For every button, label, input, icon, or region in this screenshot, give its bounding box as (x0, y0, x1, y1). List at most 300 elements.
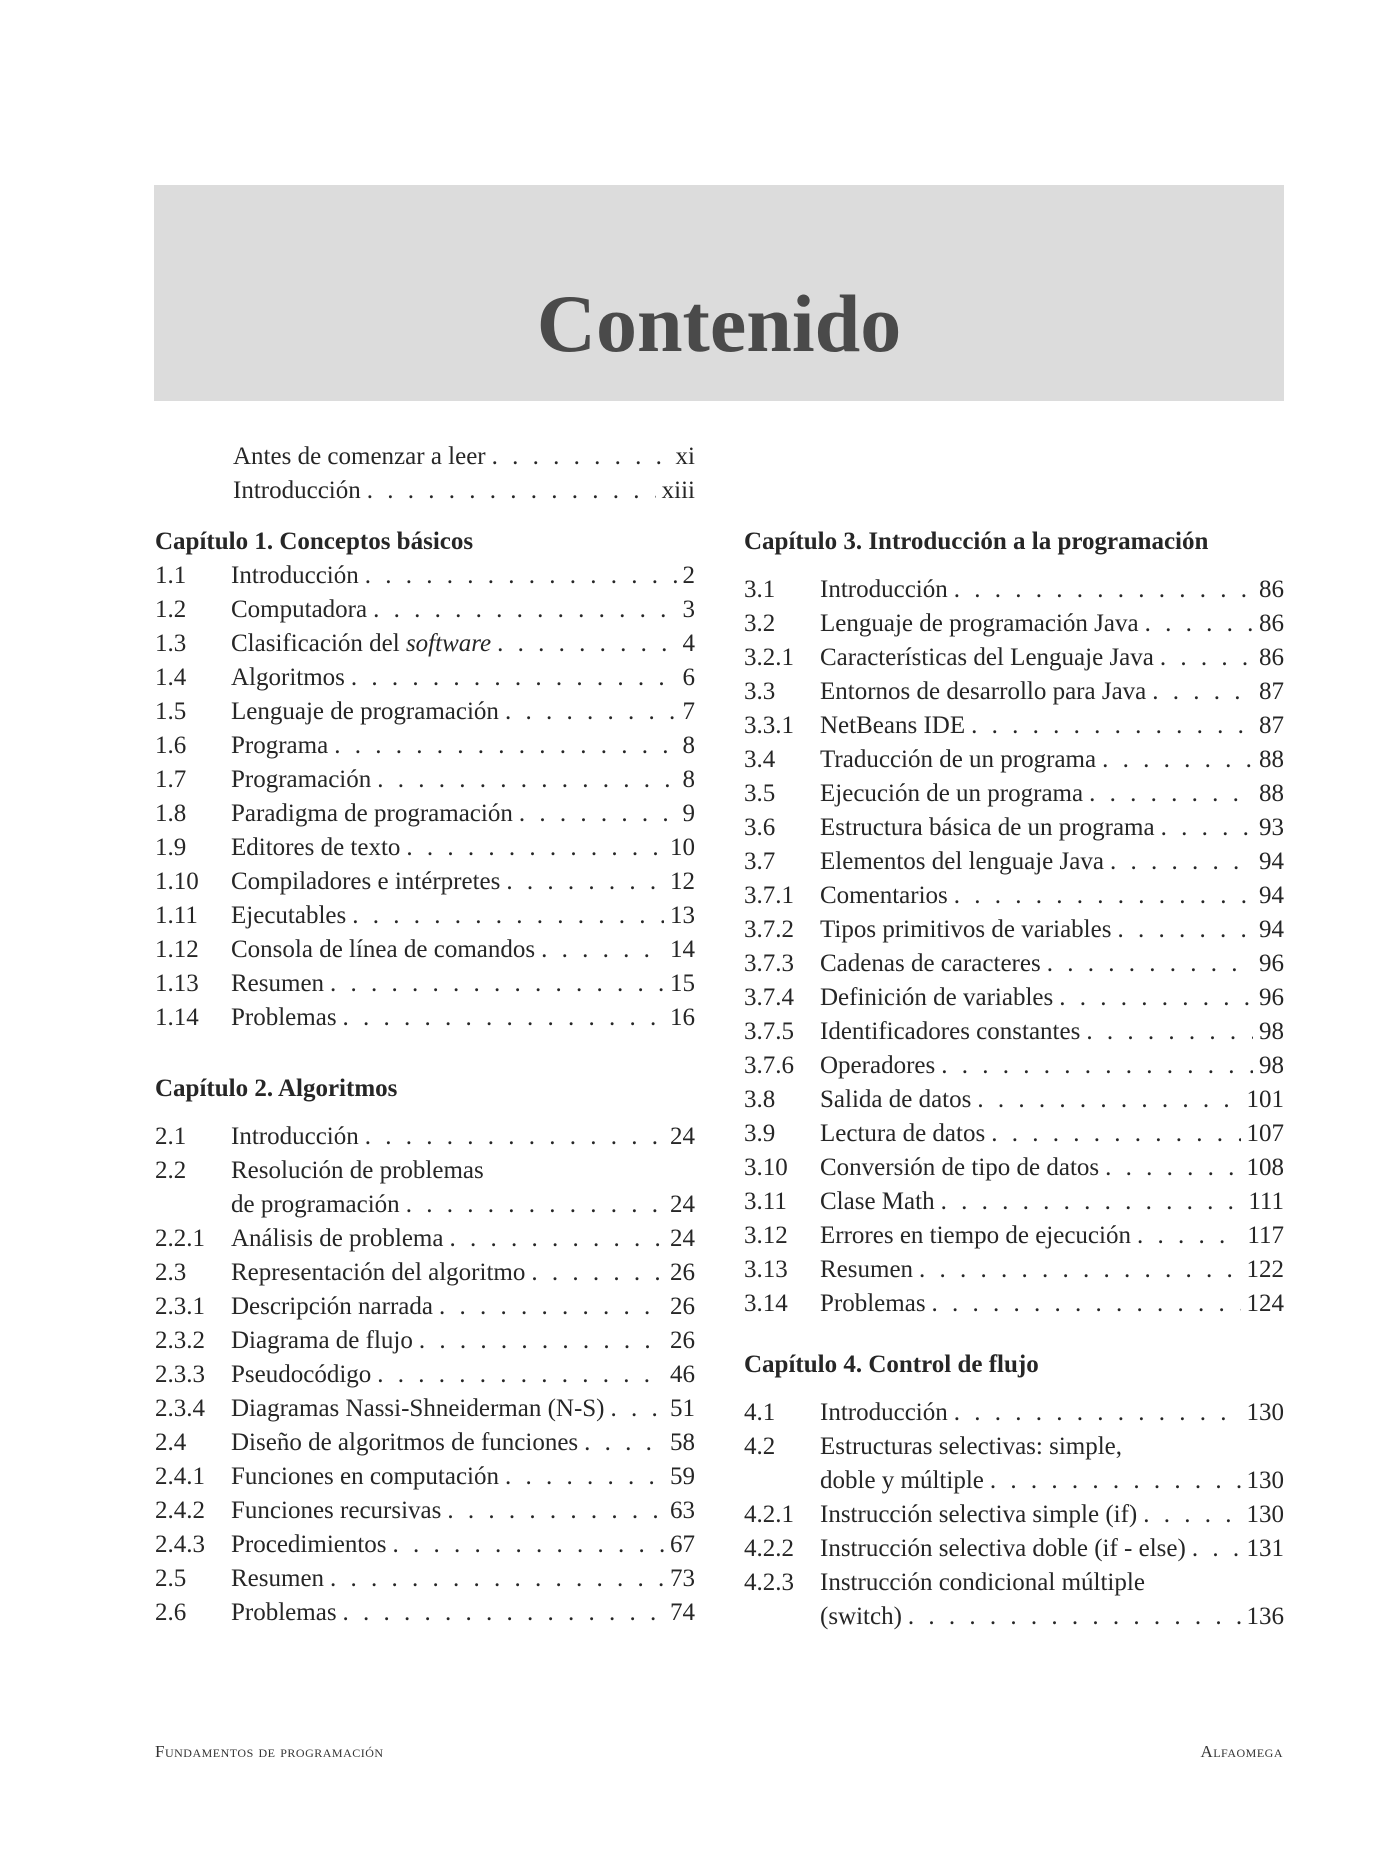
toc-entry-page: 26 (670, 1259, 695, 1286)
toc-entry-title: Problemas (231, 1004, 337, 1031)
toc-entry-page: 88 (1259, 746, 1284, 773)
toc-entry-title: Estructuras selectivas: simple, (820, 1433, 1123, 1460)
toc-entry-title: Introducción (233, 477, 361, 504)
toc-entry-page: 124 (1246, 1290, 1284, 1317)
toc-entry[interactable] (155, 1256, 695, 1290)
toc-entry-number: 2.3.4 (155, 1395, 205, 1422)
toc-entry-number: 3.4 (744, 746, 776, 773)
toc-entry-title: Clase Math (820, 1188, 935, 1215)
leader-dots (531, 1256, 664, 1290)
toc-entry-title: Lenguaje de programación Java (820, 610, 1139, 637)
toc-entry[interactable] (744, 913, 1284, 947)
toc-entry-page: 10 (670, 834, 695, 861)
footer-book-title: Fundamentos de programación (155, 1742, 384, 1761)
leader-dots (990, 1464, 1241, 1498)
toc-entry-number: 3.13 (744, 1256, 788, 1283)
toc-entry[interactable] (155, 1494, 695, 1528)
toc-entry-title: Introducción (231, 562, 359, 589)
toc-entry[interactable] (744, 811, 1284, 845)
toc-entry[interactable] (744, 641, 1284, 675)
toc-entry-page: 88 (1259, 780, 1284, 807)
toc-entry-title: Representación del algoritmo (231, 1259, 526, 1286)
toc-entry[interactable] (155, 865, 695, 899)
leader-dots (941, 1049, 1253, 1083)
chapter-entries (744, 573, 1284, 1321)
toc-entry[interactable] (155, 797, 695, 831)
toc-entry-page: 86 (1259, 644, 1284, 671)
leader-dots (954, 573, 1253, 607)
toc-entry-title: Elementos del lenguaje Java (820, 848, 1104, 875)
toc-entry-page: 24 (670, 1225, 695, 1252)
toc-entry-number: 1.12 (155, 936, 199, 963)
toc-entry-title: Introducción (820, 1399, 948, 1426)
toc-entry[interactable] (155, 899, 695, 933)
toc-entry-page: 24 (670, 1123, 695, 1150)
leader-dots (497, 627, 676, 661)
toc-entry-title: Operadores (820, 1052, 936, 1079)
toc-entry-number: 1.1 (155, 562, 187, 589)
leader-dots (352, 899, 664, 933)
toc-entry[interactable] (744, 1151, 1284, 1185)
toc-entry-page: 8 (682, 766, 695, 793)
toc-entry-page: 96 (1259, 984, 1284, 1011)
toc-entry-title: Instrucción selectiva simple (if) (820, 1501, 1138, 1528)
leader-dots (343, 1596, 664, 1630)
toc-entry-title: Descripción narrada (231, 1293, 433, 1320)
toc-entry[interactable] (155, 661, 695, 695)
toc-entry-number: 1.9 (155, 834, 187, 861)
leader-dots (1086, 1015, 1253, 1049)
chapter-entries (155, 559, 695, 1035)
toc-entry[interactable] (744, 1600, 1284, 1634)
leader-dots (377, 763, 676, 797)
toc-entry-number: 2.4 (155, 1429, 187, 1456)
toc-entry[interactable] (155, 1392, 695, 1426)
toc-entry-number: 2.2.1 (155, 1225, 205, 1252)
toc-entry-number: 1.11 (155, 902, 198, 929)
toc-entry[interactable] (744, 947, 1284, 981)
toc-entry-title: Estructura básica de un programa (820, 814, 1155, 841)
toc-entry-title: Procedimientos (231, 1531, 387, 1558)
toc-entry-page: 6 (682, 664, 695, 691)
toc-entry-page: 2 (682, 562, 695, 589)
toc-entry[interactable] (155, 1460, 695, 1494)
toc-entry-page: 122 (1246, 1256, 1284, 1283)
toc-entry-page: 8 (682, 732, 695, 759)
leader-dots (330, 1562, 664, 1596)
toc-entry-title: Programa (231, 732, 329, 759)
toc-entry-title: Programación (231, 766, 372, 793)
toc-entry-number: 3.7.2 (744, 916, 794, 943)
toc-entry-title: Antes de comenzar a leer (233, 443, 486, 470)
leader-dots (954, 879, 1253, 913)
toc-entry-page: 4 (682, 630, 695, 657)
toc-entry-front-1[interactable] (233, 474, 695, 508)
leader-dots (1152, 675, 1253, 709)
toc-entry-number: 4.2.2 (744, 1535, 794, 1562)
toc-entry-title: doble y múltiple (820, 1467, 984, 1494)
toc-entry-title: Editores de texto (231, 834, 401, 861)
toc-entry-page: 98 (1259, 1052, 1284, 1079)
toc-entry-title: Funciones en computación (231, 1463, 499, 1490)
toc-entry-number: 3.1 (744, 576, 776, 603)
toc-entry-title: Diseño de algoritmos de funciones (231, 1429, 579, 1456)
toc-entry-number: 4.2.3 (744, 1569, 794, 1596)
leader-dots (541, 933, 664, 967)
toc-entry[interactable] (744, 1117, 1284, 1151)
leader-dots (334, 729, 676, 763)
toc-entry-title: Algoritmos (231, 664, 345, 691)
toc-entry-page: xi (675, 443, 695, 470)
leader-dots (1145, 607, 1253, 641)
toc-entry-page: 130 (1246, 1399, 1284, 1426)
toc-entry-title: Clasificación del software (231, 630, 492, 657)
toc-entry[interactable] (744, 1219, 1284, 1253)
toc-entry[interactable] (744, 879, 1284, 913)
leader-dots (1059, 981, 1253, 1015)
toc-entry[interactable] (155, 1154, 695, 1188)
toc-entry-page: 46 (670, 1361, 695, 1388)
toc-entry[interactable] (155, 695, 695, 729)
toc-entry-title: Consola de línea de comandos (231, 936, 536, 963)
toc-entry[interactable] (155, 933, 695, 967)
toc-entry[interactable] (155, 1222, 695, 1256)
toc-entry-number: 2.4.2 (155, 1497, 205, 1524)
toc-entry-title: Errores en tiempo de ejecución (820, 1222, 1131, 1249)
leader-dots (343, 1001, 664, 1035)
toc-entry-number: 3.2.1 (744, 644, 794, 671)
chapter-2-section (155, 1072, 695, 1630)
toc-entry[interactable] (744, 607, 1284, 641)
toc-entry[interactable] (744, 1049, 1284, 1083)
toc-entry-page: 73 (670, 1565, 695, 1592)
toc-entry-page: 13 (670, 902, 695, 929)
leader-dots (954, 1396, 1241, 1430)
toc-entry[interactable] (744, 777, 1284, 811)
toc-entry-title: Compiladores e intérpretes (231, 868, 501, 895)
toc-entry-number: 2.2 (155, 1157, 187, 1184)
toc-entry-number: 2.3.2 (155, 1327, 205, 1354)
toc-entry-title: Computadora (231, 596, 368, 623)
toc-entry-page: 7 (682, 698, 695, 725)
toc-entry-page: 94 (1259, 916, 1284, 943)
leader-dots (1047, 947, 1253, 981)
leader-dots (1105, 1151, 1240, 1185)
leader-dots (919, 1253, 1240, 1287)
toc-entry-number: 1.8 (155, 800, 187, 827)
toc-entry-title: Resolución de problemas (231, 1157, 484, 1184)
toc-entry-number: 3.6 (744, 814, 776, 841)
leader-dots (406, 1188, 664, 1222)
toc-entry[interactable] (155, 1358, 695, 1392)
toc-entry-page: 26 (670, 1293, 695, 1320)
leader-dots (419, 1324, 664, 1358)
toc-entry[interactable] (155, 1188, 695, 1222)
toc-entry-number: 2.4.3 (155, 1531, 205, 1558)
leader-dots (1192, 1532, 1241, 1566)
toc-entry-title: Pseudocódigo (231, 1361, 372, 1388)
toc-entry-title: Introducción (231, 1123, 359, 1150)
toc-entry-page: 98 (1259, 1018, 1284, 1045)
toc-entry-page: 86 (1259, 576, 1284, 603)
toc-entry-number: 3.7.1 (744, 882, 794, 909)
leader-dots (505, 695, 677, 729)
toc-entry-title: NetBeans IDE (820, 712, 966, 739)
toc-entry-number: 2.3.3 (155, 1361, 205, 1388)
toc-entry[interactable] (155, 1120, 695, 1154)
toc-entry-number: 3.3.1 (744, 712, 794, 739)
toc-entry-page: 74 (670, 1599, 695, 1626)
toc-entry-number: 3.11 (744, 1188, 787, 1215)
toc-entry-title: Salida de datos (820, 1086, 972, 1113)
toc-entry-number: 1.7 (155, 766, 187, 793)
toc-entry-title: Paradigma de programación (231, 800, 513, 827)
title-banner (154, 185, 1284, 401)
chapter-heading[interactable]: Capítulo 1. Conceptos básicos (155, 528, 474, 555)
toc-entry-number: 3.12 (744, 1222, 788, 1249)
toc-entry-number: 1.5 (155, 698, 187, 725)
toc-entry[interactable] (155, 1528, 695, 1562)
leader-dots (1089, 777, 1253, 811)
leader-dots (519, 797, 677, 831)
toc-entry-title: Funciones recursivas (231, 1497, 442, 1524)
leader-dots (932, 1287, 1241, 1321)
toc-entry-page: 131 (1246, 1535, 1284, 1562)
toc-entry[interactable] (744, 1185, 1284, 1219)
leader-dots (439, 1290, 664, 1324)
toc-entry-page: 101 (1246, 1086, 1284, 1113)
toc-entry-title: Cadenas de caracteres (820, 950, 1041, 977)
toc-entry-number: 3.7 (744, 848, 776, 875)
toc-entry-title: Ejecutables (231, 902, 347, 929)
leader-dots (365, 1120, 664, 1154)
toc-entry-page: 94 (1259, 848, 1284, 875)
leader-dots (406, 831, 664, 865)
toc-entry-page: 87 (1259, 712, 1284, 739)
toc-entry-page: 117 (1247, 1222, 1284, 1249)
toc-entry[interactable] (155, 1001, 695, 1035)
toc-entry[interactable] (744, 845, 1284, 879)
toc-entry[interactable] (155, 831, 695, 865)
leader-dots (330, 967, 664, 1001)
chapter-entries (155, 1120, 695, 1630)
toc-entry[interactable] (744, 1430, 1284, 1464)
toc-entry-page: 108 (1246, 1154, 1284, 1181)
toc-entry-page: 96 (1259, 950, 1284, 977)
leader-dots (377, 1358, 664, 1392)
chapter-3-section (744, 525, 1284, 1321)
toc-entry-page: 16 (670, 1004, 695, 1031)
toc-entry-title: Características del Lenguaje Java (820, 644, 1154, 671)
page-title: Contenido (536, 278, 902, 369)
leader-dots (351, 661, 677, 695)
toc-entry-title: (switch) (820, 1603, 902, 1630)
toc-entry-number: 3.14 (744, 1290, 788, 1317)
toc-entry-title: Análisis de problema (231, 1225, 444, 1252)
toc-entry-page: 24 (670, 1191, 695, 1218)
toc-entry[interactable] (744, 1566, 1284, 1600)
leader-dots (447, 1494, 664, 1528)
toc-entry-number: 1.3 (155, 630, 187, 657)
leader-dots (1161, 811, 1253, 845)
toc-entry-page: 51 (670, 1395, 695, 1422)
chapter-heading[interactable]: Capítulo 4. Control de flujo (744, 1351, 1039, 1378)
emphasis-text: software (405, 630, 492, 657)
leader-dots (991, 1117, 1240, 1151)
toc-entry-number: 3.7.4 (744, 984, 794, 1011)
toc-entry-title: Comentarios (820, 882, 948, 909)
chapter-entries (744, 1396, 1284, 1634)
toc-entry-number: 3.9 (744, 1120, 776, 1147)
toc-entry[interactable] (155, 1596, 695, 1630)
toc-entry-title: Ejecución de un programa (820, 780, 1084, 807)
toc-entry-page: 87 (1259, 678, 1284, 705)
leader-dots (908, 1600, 1241, 1634)
toc-entry-page: 107 (1246, 1120, 1284, 1147)
toc-entry[interactable] (155, 559, 695, 593)
leader-dots (584, 1426, 664, 1460)
toc-entry-number: 1.2 (155, 596, 187, 623)
toc-entry-number: 3.3 (744, 678, 776, 705)
toc-entry-page: 59 (670, 1463, 695, 1490)
toc-entry-page: 14 (670, 936, 695, 963)
toc-entry-page: 9 (682, 800, 695, 827)
toc-entry-page: 130 (1246, 1467, 1284, 1494)
toc-entry-title: Resumen (231, 1565, 325, 1592)
toc-entry-page: 67 (670, 1531, 695, 1558)
toc-entry-number: 1.13 (155, 970, 199, 997)
toc-entry-number: 3.7.3 (744, 950, 794, 977)
toc-entry-number: 3.2 (744, 610, 776, 637)
toc-entry-number: 3.10 (744, 1154, 788, 1181)
toc-entry-page: 111 (1248, 1188, 1284, 1215)
chapter-4-section (744, 1348, 1284, 1634)
front-matter-list (233, 440, 695, 508)
toc-entry-page: 3 (682, 596, 695, 623)
toc-entry[interactable] (744, 981, 1284, 1015)
toc-entry-title: Instrucción condicional múltiple (820, 1569, 1145, 1596)
toc-entry[interactable] (744, 743, 1284, 777)
toc-entry[interactable] (744, 573, 1284, 607)
toc-entry-number: 3.7.5 (744, 1018, 794, 1045)
toc-entry-number: 1.10 (155, 868, 199, 895)
leader-dots (1143, 1498, 1240, 1532)
toc-entry-page: 58 (670, 1429, 695, 1456)
toc-entry-page: xiii (661, 477, 695, 504)
toc-entry-title: Conversión de tipo de datos (820, 1154, 1100, 1181)
toc-entry[interactable] (155, 1426, 695, 1460)
toc-entry-title: Introducción (820, 576, 948, 603)
toc-entry-page: 93 (1259, 814, 1284, 841)
toc-entry-number: 2.3.1 (155, 1293, 205, 1320)
leader-dots (941, 1185, 1243, 1219)
toc-entry[interactable] (744, 709, 1284, 743)
chapter-heading[interactable]: Capítulo 2. Algoritmos (155, 1075, 398, 1102)
toc-entry-title: Lectura de datos (820, 1120, 986, 1147)
toc-entry-number: 2.4.1 (155, 1463, 205, 1490)
leader-dots (492, 440, 670, 474)
toc-entry-number: 2.5 (155, 1565, 187, 1592)
toc-entry[interactable] (744, 675, 1284, 709)
toc-entry-page: 12 (670, 868, 695, 895)
leader-dots (506, 865, 664, 899)
chapter-1-section (155, 525, 695, 1035)
toc-entry-title: Lenguaje de programación (231, 698, 499, 725)
leader-dots (365, 559, 677, 593)
toc-entry-title: Identificadores constantes (820, 1018, 1081, 1045)
toc-entry-title: Problemas (231, 1599, 337, 1626)
toc-entry-title: Instrucción selectiva doble (if - else) (820, 1535, 1186, 1562)
leader-dots (449, 1222, 664, 1256)
toc-entry[interactable] (155, 729, 695, 763)
toc-entry-title: Resumen (231, 970, 325, 997)
leader-dots (1117, 913, 1253, 947)
leader-dots (505, 1460, 664, 1494)
leader-dots (393, 1528, 664, 1562)
toc-entry[interactable] (155, 627, 695, 661)
toc-entry[interactable] (744, 1015, 1284, 1049)
toc-entry[interactable] (155, 1290, 695, 1324)
toc-entry-number: 2.1 (155, 1123, 187, 1150)
toc-entry[interactable] (744, 1532, 1284, 1566)
toc-entry[interactable] (155, 967, 695, 1001)
toc-entry-number: 3.5 (744, 780, 776, 807)
toc-entry[interactable] (155, 1562, 695, 1596)
toc-entry-number: 4.2.1 (744, 1501, 794, 1528)
toc-entry-title: Tipos primitivos de variables (820, 916, 1112, 943)
leader-dots (611, 1392, 664, 1426)
leader-dots (977, 1083, 1240, 1117)
toc-entry[interactable] (744, 1253, 1284, 1287)
toc-entry-front-0[interactable] (233, 440, 695, 474)
leader-dots (367, 474, 656, 508)
toc-entry[interactable] (155, 593, 695, 627)
toc-entry-number: 1.14 (155, 1004, 199, 1031)
toc-entry-title: Diagramas Nassi-Shneiderman (N-S) (231, 1395, 605, 1422)
toc-entry-page: 63 (670, 1497, 695, 1524)
toc-entry[interactable] (155, 1324, 695, 1358)
leader-dots (971, 709, 1253, 743)
leader-dots (1110, 845, 1253, 879)
chapter-heading[interactable]: Capítulo 3. Introducción a la programación (744, 528, 1209, 555)
toc-entry-title: de programación (231, 1191, 400, 1218)
toc-entry-page: 130 (1246, 1501, 1284, 1528)
toc-entry-title: Diagrama de flujo (231, 1327, 413, 1354)
toc-entry-title: Definición de variables (820, 984, 1054, 1011)
toc-entry-number: 4.1 (744, 1399, 776, 1426)
toc-entry[interactable] (744, 1287, 1284, 1321)
toc-entry-number: 3.7.6 (744, 1052, 794, 1079)
toc-entry-number: 1.6 (155, 732, 187, 759)
toc-entry-number: 1.4 (155, 664, 187, 691)
toc-entry-title: Traducción de un programa (820, 746, 1097, 773)
toc-entry-number: 2.3 (155, 1259, 187, 1286)
toc-entry-title: Problemas (820, 1290, 926, 1317)
toc-entry-page: 26 (670, 1327, 695, 1354)
toc-entry[interactable] (744, 1083, 1284, 1117)
leader-dots (1137, 1219, 1241, 1253)
toc-entry[interactable] (744, 1464, 1284, 1498)
toc-entry-number: 2.6 (155, 1599, 187, 1626)
toc-entry-title: Entornos de desarrollo para Java (820, 678, 1147, 705)
toc-entry[interactable] (744, 1396, 1284, 1430)
leader-dots (1102, 743, 1253, 777)
toc-entry[interactable] (744, 1498, 1284, 1532)
toc-entry-number: 4.2 (744, 1433, 776, 1460)
toc-entry-page: 86 (1259, 610, 1284, 637)
toc-entry[interactable] (155, 763, 695, 797)
toc-entry-title: Resumen (820, 1256, 914, 1283)
